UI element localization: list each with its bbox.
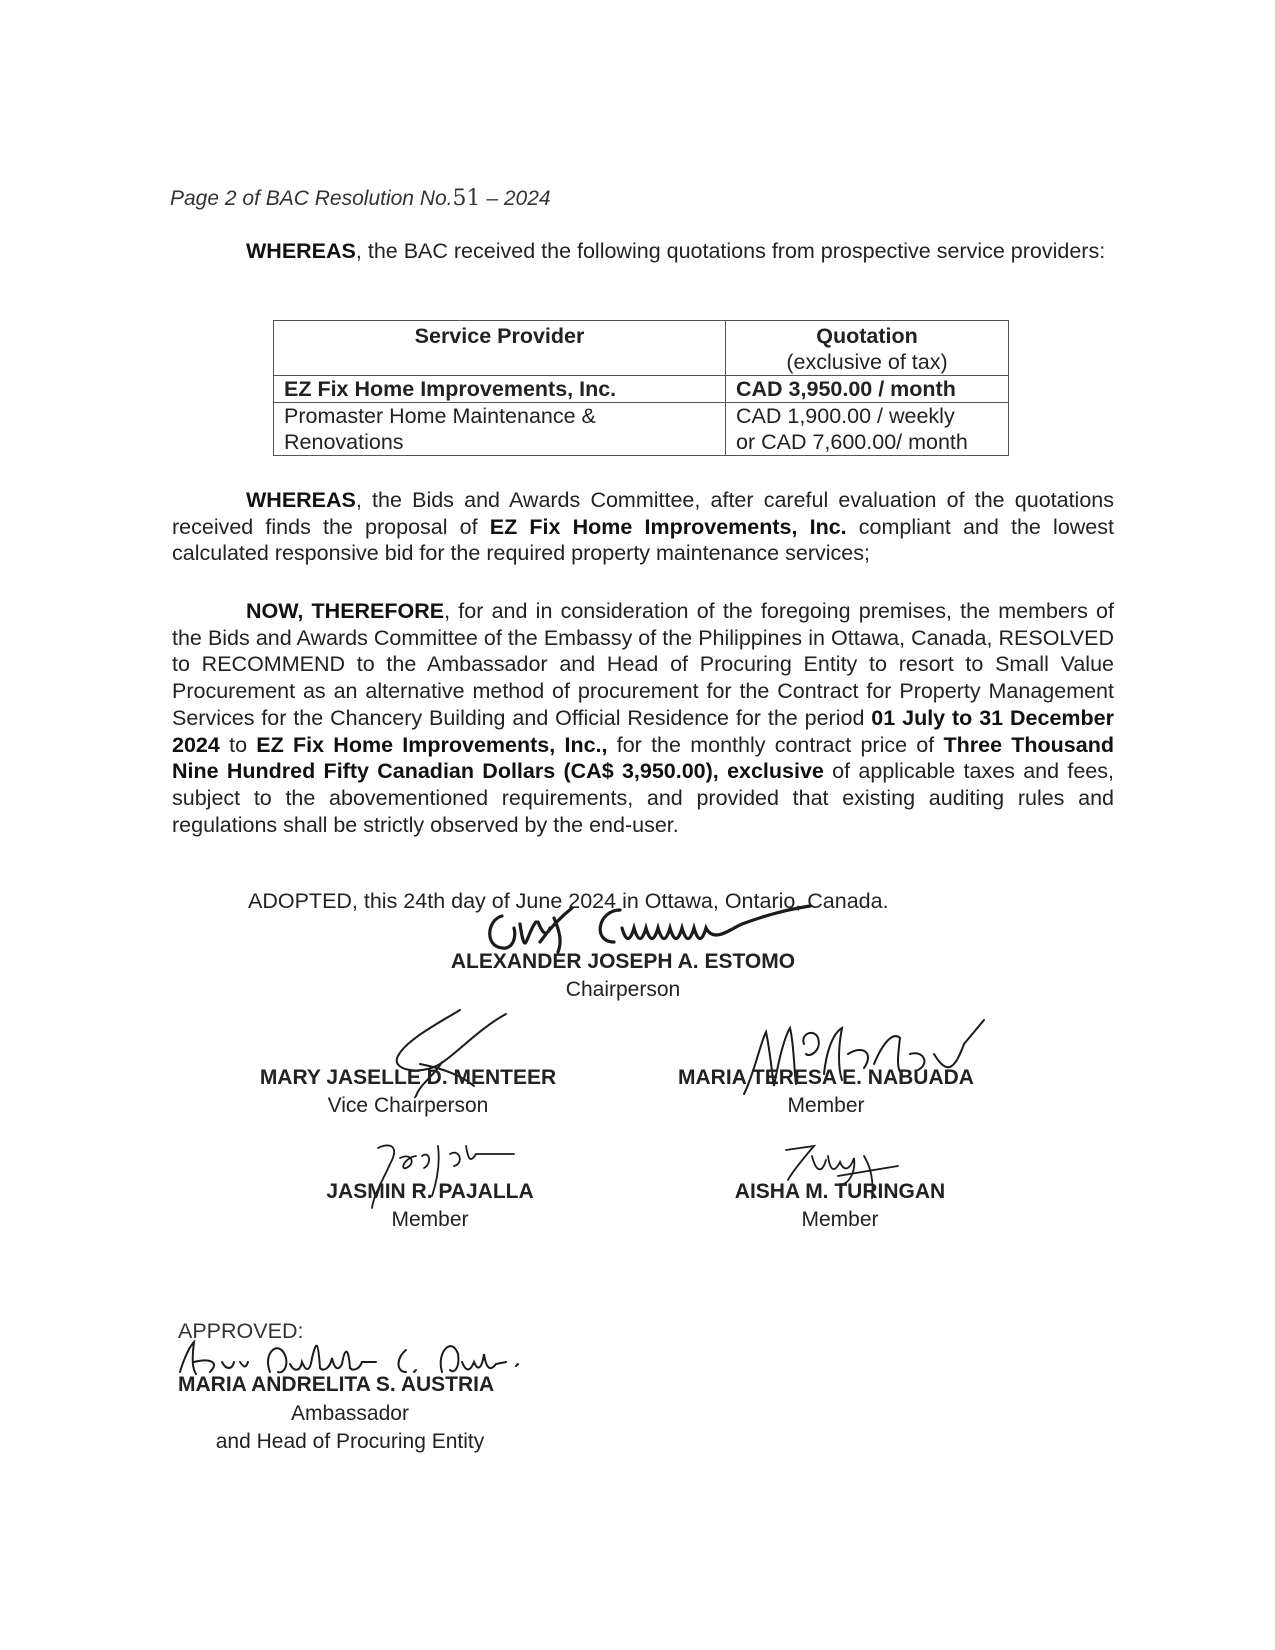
paragraph3-text: to: [219, 732, 257, 757]
member1-name: MARIA TERESA E. NABUADA: [678, 1066, 974, 1089]
member1-role: Member: [787, 1094, 865, 1117]
awardee: EZ Fix Home Improvements, Inc.,: [256, 732, 608, 757]
header-suffix: – 2024: [480, 187, 551, 210]
resolution-number: 51: [452, 186, 481, 211]
member3-name: AISHA M. TURINGAN: [734, 1180, 946, 1203]
quotation-line: CAD 1,900.00 / weekly: [736, 404, 955, 428]
whereas-evaluation-paragraph: [172, 487, 1114, 567]
whereas-lead: WHEREAS: [246, 488, 356, 512]
member2-signature-block: [300, 1178, 560, 1234]
provider-cell: Promaster Home Maintenance & Renovations: [274, 403, 726, 456]
member2-role: Member: [391, 1208, 469, 1231]
table-row: [274, 403, 1009, 456]
vice-chair-name: MARY JASELLE D. MENTEER: [259, 1066, 557, 1089]
quotation-header-label: Quotation: [816, 324, 918, 348]
col-header-quotation: [726, 321, 1009, 376]
quotation-header-sub: (exclusive of tax): [786, 350, 948, 374]
chair-signature-block: [428, 948, 818, 1004]
resolution-paragraph: [172, 598, 1114, 838]
col-header-provider: Service Provider: [274, 321, 726, 376]
contract-period: 01 July to 31 December 2024: [172, 705, 1114, 757]
member1-signature-block: [656, 1064, 996, 1120]
whereas-quotations-paragraph: [172, 238, 1114, 265]
winning-bidder: EZ Fix Home Improvements, Inc.: [489, 514, 847, 539]
now-therefore-lead: NOW, THEREFORE: [246, 599, 445, 623]
member2-name: JASMIN R. PAJALLA: [326, 1180, 534, 1203]
quotation-cell: CAD 3,950.00 / month: [726, 376, 1009, 403]
vice-chair-signature-block: [238, 1064, 578, 1120]
chair-role: Chairperson: [565, 978, 681, 1001]
paragraph2-text: compliant and the lowest calculated responsive bid for the required property maintenance services;: [172, 514, 1114, 566]
vice-chair-role: Vice Chairperson: [327, 1094, 489, 1117]
paragraph3-text: for the monthly contract price of: [607, 732, 944, 757]
ambassador-role: Ambassador: [291, 1402, 409, 1425]
member3-signature-block: [700, 1178, 980, 1234]
whereas-lead: WHEREAS: [246, 239, 356, 263]
ambassador-role-2: and Head of Procuring Entity: [215, 1430, 485, 1453]
paragraph2-text: , the Bids and Awards Committee, after careful evaluation of the quotations received finds the proposal of: [172, 488, 1114, 539]
quotations-table: [273, 320, 1009, 456]
header-prefix: Page 2 of BAC Resolution No.: [170, 187, 453, 210]
member3-role: Member: [801, 1208, 879, 1231]
ambassador-role-block: [200, 1400, 500, 1456]
table-header-row: [274, 321, 1009, 376]
paragraph1-text: , the BAC received the following quotations from prospective service providers:: [355, 239, 1106, 263]
chair-name: ALEXANDER JOSEPH A. ESTOMO: [450, 950, 796, 973]
adopted-line: ADOPTED, this 24th day of June 2024 in Ottawa, Ontario, Canada.: [248, 889, 889, 913]
contract-price: Three Thousand Nine Hundred Fifty Canadian Dollars (CA$ 3,950.00), exclusive: [172, 732, 1114, 784]
quotation-line: or CAD 7,600.00/ month: [736, 430, 968, 454]
ambassador-name: MARIA ANDRELITA S. AUSTRIA: [178, 1373, 495, 1396]
approved-label: APPROVED:: [178, 1319, 304, 1343]
paragraph3-text: of applicable taxes and fees, subject to the abovementioned requirements, and provided that existing auditing rules and regulations shall be strictly observed by the end-user.: [172, 759, 1114, 837]
paragraph3-text: , for and in consideration of the foregoing premises, the members of the Bids and Awards Committee of the Embassy of the Philippines in Ottawa, Canada, RESOLVED to RECOMMEND to the Ambassador and Head of Procuring Entity to resort to Small Value Procurement as an alternative method of procurement for the Contract for Property Management Services for the Chancery Building and Official Residence for the period: [172, 599, 1114, 730]
page-header: [170, 186, 551, 211]
table-row: [274, 376, 1009, 403]
ambassador-signature-block: [178, 1371, 538, 1399]
quotation-cell: [726, 403, 1009, 456]
provider-cell: EZ Fix Home Improvements, Inc.: [274, 376, 726, 403]
